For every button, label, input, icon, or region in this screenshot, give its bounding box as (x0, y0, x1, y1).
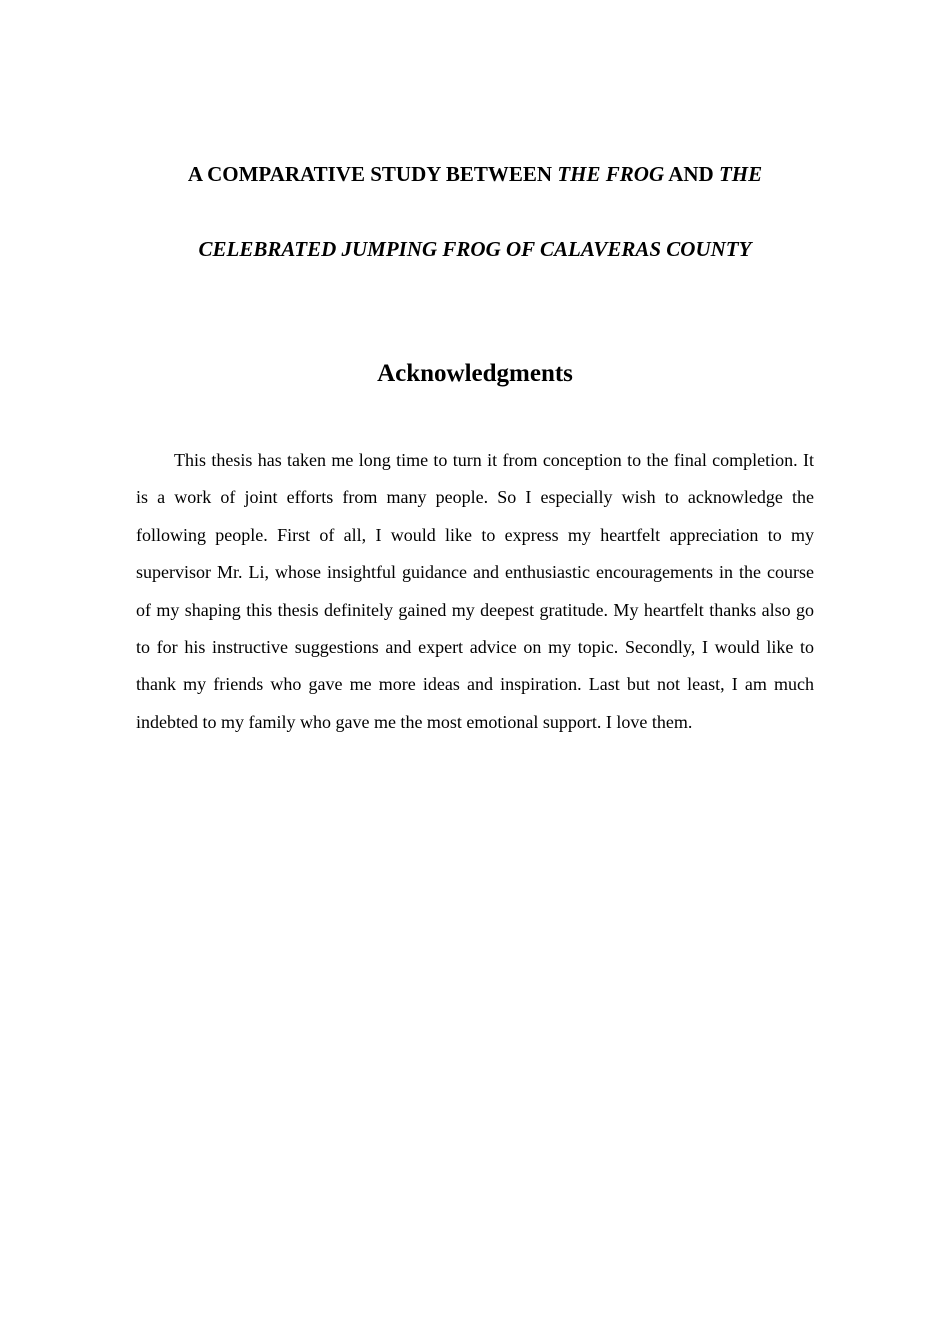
title-text-line-2: CELEBRATED JUMPING FROG OF CALAVERAS COUNTY (198, 237, 752, 261)
thesis-title-line-1 (0, 162, 950, 186)
thesis-title-line-2 (0, 237, 950, 261)
title-text-part-2: THE FROG (557, 162, 665, 186)
title-text-part-1: A COMPARATIVE STUDY BETWEEN (187, 162, 558, 186)
title-text-part-3: AND (664, 162, 719, 186)
acknowledgments-paragraph: This thesis has taken me long time to turn it from conception to the final completion. It is a work of joint efforts from many people. So I especially wish to acknowledge the following people. First of all, I would like to express my heartfelt appreciation to my supervisor Mr. Li, whose insightful guidance and enthusiastic encouragements in the course of my shaping this thesis definitely gained my deepest gratitude. My heartfelt thanks also go to for his instructive suggestions and expert advice on my topic. Secondly, I would like to thank my friends who gave me more ideas and inspiration. Last but not least, I am much indebted to my family who gave me the most emotional support. I love them. (136, 450, 814, 732)
section-heading: Acknowledgments (377, 360, 573, 387)
title-text-part-4: THE (718, 162, 763, 186)
